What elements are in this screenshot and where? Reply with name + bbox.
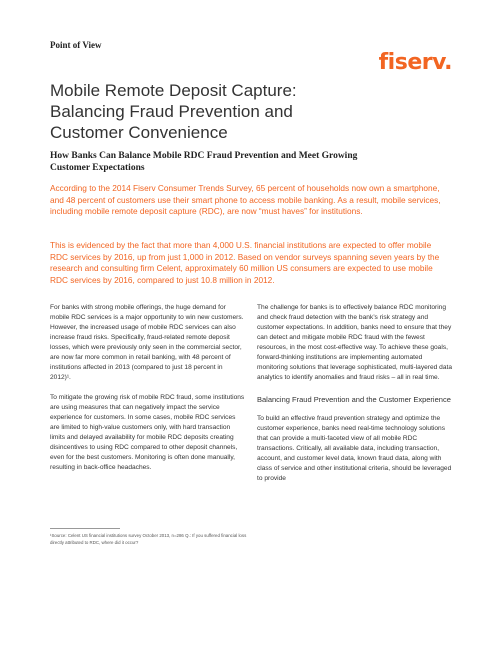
footnote-divider [50,528,120,529]
document-type-label: Point of View [50,40,102,50]
section-heading: Balancing Fraud Prevention and the Customer Experience [257,395,451,404]
left-paragraph-2: To mitigate the growing risk of mobile RDC fraud, some institutions are using measures that can negatively impact the service experience for customers. In some cases, mobile RDC services are limited to high-value customers only, with hard transaction limits and delayed availability for mobile RDC deposits creating disincentives to using RDC compared to other deposit channels, even for the best customers. Monitoring is often done manually, resulting in back-office headaches. [50,394,245,471]
left-column [50,303,245,483]
footnote: ¹Source: Celent US financial institutions survey October 2013, n=286 Q.: If you suffered financial loss directly attributed to RDC, where did it occur? [50,533,247,545]
fiserv-logo: fiserv. [378,50,452,75]
right-paragraph-2: To build an effective fraud prevention strategy and optimize the customer experience, banks need real-time technology solutions that can provide a multi-faceted view of all mobile RDC transactions. Critically, all available data, including transaction, account, and customer level data, known fraud data, along with class of service and other institutional criteria, should be leveraged to provide [257,414,452,482]
intro-paragraph-1: According to the 2014 Fiserv Consumer Trends Survey, 65 percent of households now own a smartphone, and 48 percent of customers use their smart phone to access mobile banking. As a result, mobile services, including mobile remote deposit capture (RDC), are now “must haves” for institutions. [50,183,441,216]
document-title: Mobile Remote Deposit Capture: Balancing Fraud Prevention and Customer Convenience [50,81,297,142]
document-subtitle: How Banks Can Balance Mobile RDC Fraud Prevention and Meet Growing Customer Expectations [50,151,358,173]
right-paragraph-1: The challenge for banks is to effectively balance RDC monitoring and check fraud detection with the bank’s risk strategy and customer expectations. In addition, banks need to ensure that they can detect and mitigate mobile RDC fraud with the fewest resources, in the most cost-effective way. To achieve these goals, forward-thinking institutions are implementing automated monitoring solutions that leverage sophisticated, multi-layered data analytics to identify anomalies and fraud risks – all in real time. [257,304,452,381]
left-paragraph-1: For banks with strong mobile offerings, the huge demand for mobile RDC services is a major opportunity to win new customers. However, the increased usage of mobile RDC services can also increase fraud risks. Specifically, fraud-related remote deposit losses, which were previously only seen in the commercial sector, are now far more common in retail banking, with 48 percent of institutions affected in 2013 (compared to just 18 percent in 2012)¹. [50,304,244,381]
right-column [257,303,452,494]
intro-paragraph-2: This is evidenced by the fact that more than 4,000 U.S. financial institutions are expected to offer mobile RDC services by 2016, up from just 1,000 in 2012. Based on vendor surveys spanning seven years by the research and consulting firm Celent, approximately 60 million US consumers are expected to use mobile RDC services by 2016, compared to just 10.8 million in 2012. [50,240,440,285]
